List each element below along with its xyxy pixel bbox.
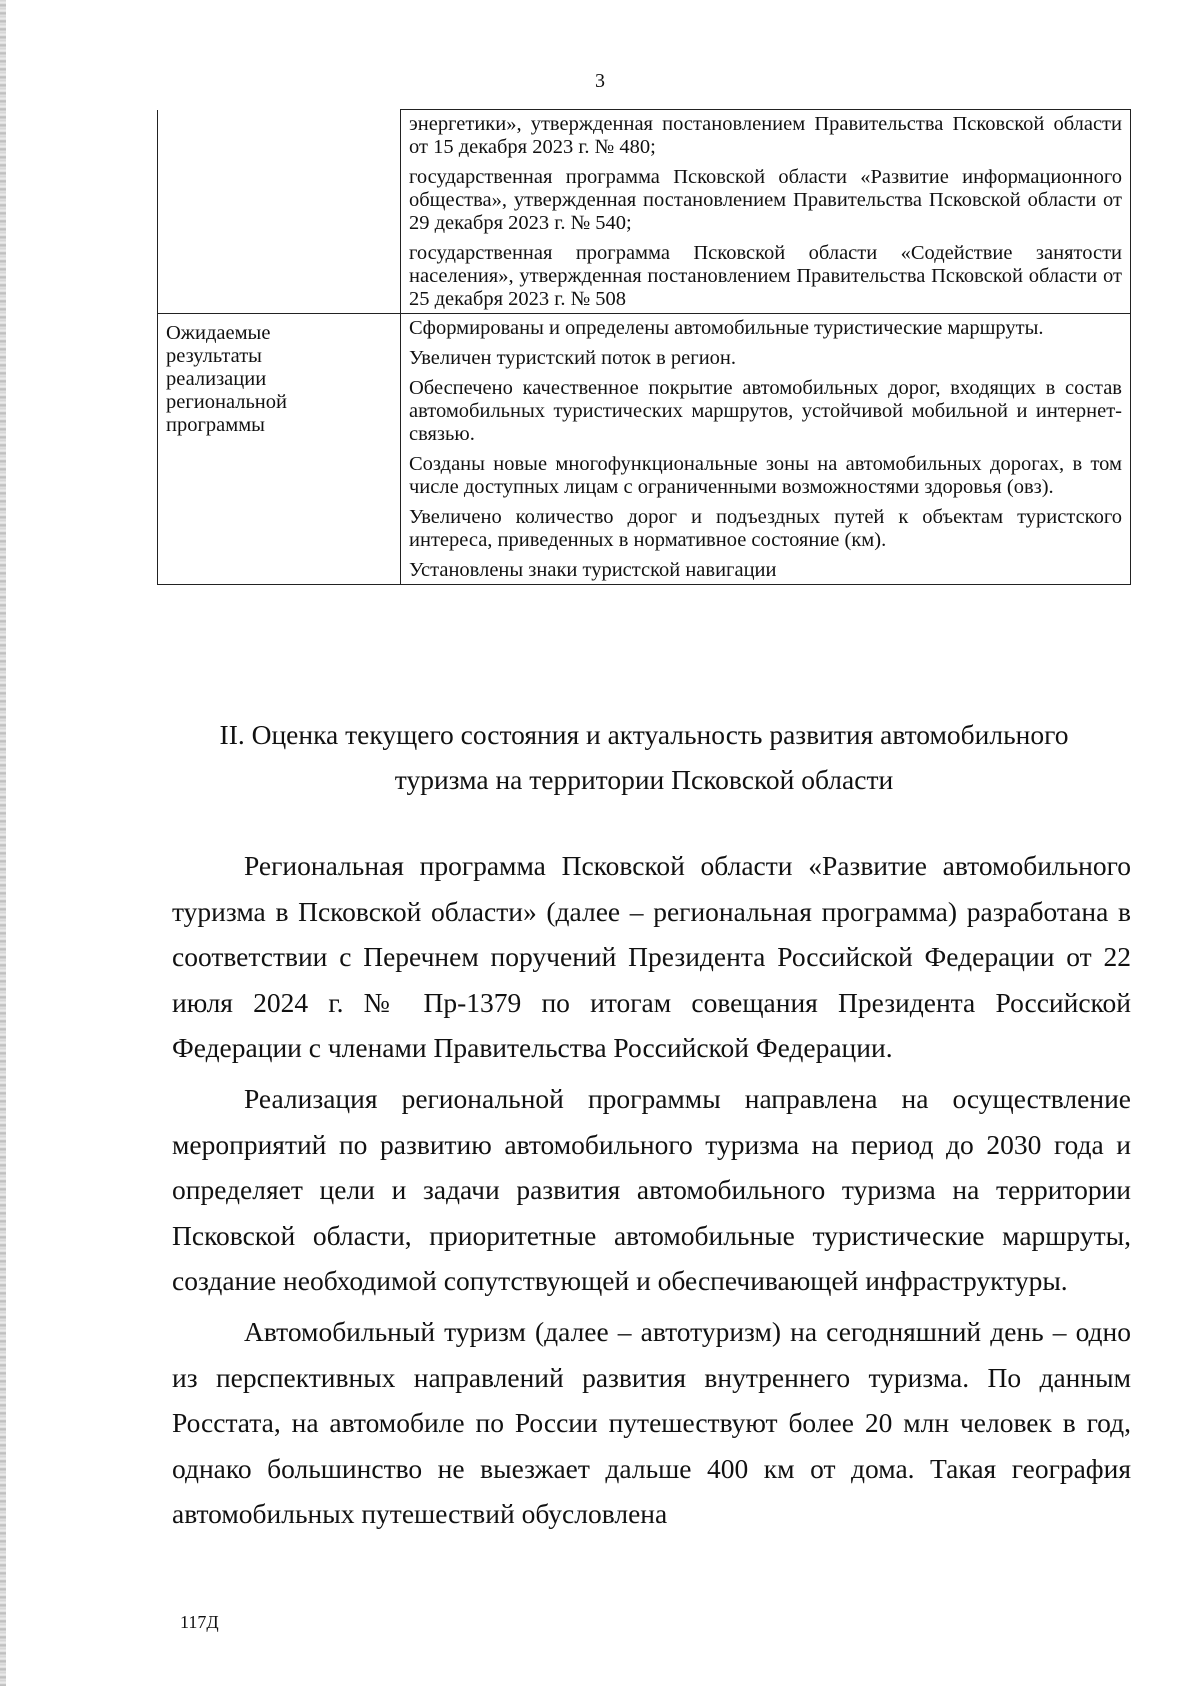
program-passport-table <box>157 109 1131 585</box>
continuation-paragraph: государственная программа Псковской области «Развитие информационного общества», утвержденная постановлением Правительства Псковской области от 29 декабря 2023 г. № 540; <box>409 166 1122 234</box>
body-paragraph: Региональная программа Псковской области «Развитие автомобильного туризма в Псковской области» (далее – региональная программа) разработана в соответствии с Перечнем поручений Президента Российской Федерации от 22 июля 2024 г. № Пр-1379 по итогам совещания Президента Российской Федерации с членами Правительства Российской Федерации. <box>172 850 1131 1064</box>
continuation-cell <box>401 110 1131 314</box>
table-row-expected-results <box>158 314 1131 585</box>
continuation-paragraph: государственная программа Псковской области «Содействие занятости населения», утвержденная постановлением Правительства Псковской области от 25 декабря 2023 г. № 508 <box>409 242 1122 310</box>
expected-results-cell <box>401 314 1131 585</box>
section-heading-line: туризма на территории Псковской области <box>394 764 894 795</box>
section-heading-line: II. Оценка текущего состояния и актуальность развития автомобильного <box>219 719 1069 750</box>
label-line: результаты <box>166 345 262 367</box>
label-line: реализации <box>166 368 267 390</box>
label-line: программы <box>166 414 265 436</box>
body-paragraph: Реализация региональной программы направлена на осуществление мероприятий по развитию автомобильного туризма на период до 2030 года и определяет цели и задачи развития автомобильного туризма на территории Псковской области, приоритетные автомобильные туристические маршруты, создание необходимой сопутствующей и обеспечивающей инфраструктуры. <box>172 1082 1131 1297</box>
label-line: Ожидаемые <box>166 322 271 344</box>
page-number: 3 <box>595 70 605 92</box>
scan-edge <box>0 0 6 1686</box>
label-line: региональной <box>166 391 287 413</box>
continuation-paragraph: энергетики», утвержденная постановлением Правительства Псковской области от 15 декабря 2023 г. № 480; <box>409 113 1122 158</box>
result-paragraph: Установлены знаки туристской навигации <box>409 559 777 581</box>
section-heading <box>157 712 1131 802</box>
body-paragraph: Автомобильный туризм (далее – автотуризм) на сегодняшний день – одно из перспективных направлений развития внутреннего туризма. По данным Росстата, на автомобиле по России путешествуют более 20 млн человек в год, однако большинство не выезжает дальше 400 км от дома. Такая география автомобильных путешествий обусловлена <box>172 1315 1131 1530</box>
footer-code: 117Д <box>180 1612 219 1632</box>
result-paragraph: Обеспечено качественное покрытие автомобильных дорог, входящих в состав автомобильных туристических маршрутов, устойчивой мобильной и интернет-связью. <box>409 377 1122 445</box>
expected-results-label <box>158 314 401 585</box>
table-row-continuation <box>158 110 1131 314</box>
result-paragraph: Увеличен туристский поток в регион. <box>409 347 737 369</box>
result-paragraph: Увеличено количество дорог и подъездных путей к объектам туристского интереса, приведенных в нормативное состояние (км). <box>409 506 1122 551</box>
result-paragraph: Сформированы и определены автомобильные туристические маршруты. <box>409 317 1044 339</box>
result-paragraph: Созданы новые многофункциональные зоны на автомобильных дорогах, в том числе доступных лицам с ограниченными возможностями здоровья (овз). <box>409 453 1122 498</box>
empty-label-cell <box>158 110 401 314</box>
body-text <box>172 843 1131 1542</box>
